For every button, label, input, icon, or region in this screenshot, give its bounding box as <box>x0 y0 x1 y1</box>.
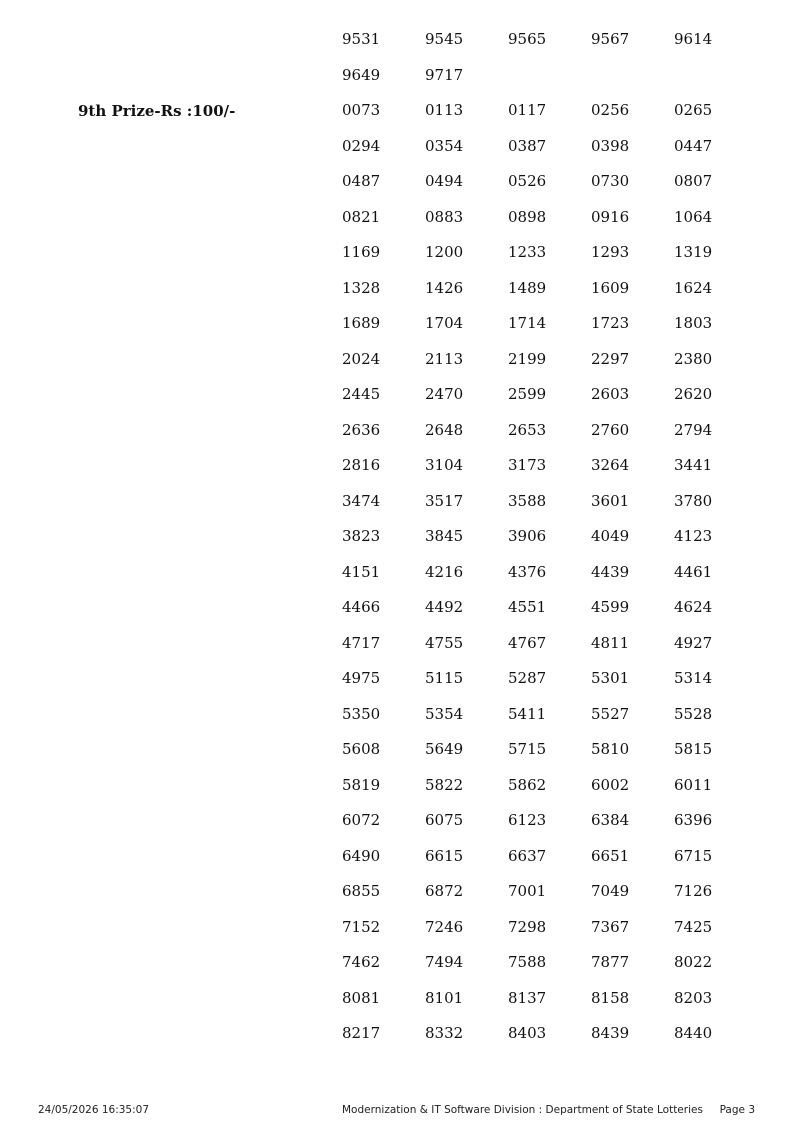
ticket-number: 6651 <box>591 846 630 865</box>
ticket-number: 3441 <box>674 456 713 474</box>
ticket-number: 0117 <box>508 101 547 119</box>
ticket-number: 0447 <box>674 136 713 155</box>
ticket-number: 9649 <box>342 65 381 84</box>
ticket-number: 7494 <box>425 953 464 971</box>
ticket-number: 1293 <box>591 243 630 261</box>
ticket-number: 1064 <box>674 207 713 226</box>
ticket-number: 0354 <box>425 136 464 155</box>
ticket-number: 6072 <box>342 811 381 829</box>
ticket-number: 8158 <box>591 988 630 1007</box>
ticket-number: 2794 <box>674 420 713 439</box>
ticket-number: 1723 <box>591 314 630 332</box>
ticket-number: 5819 <box>342 775 381 794</box>
ticket-number: 6002 <box>591 775 630 794</box>
ticket-number: 6872 <box>425 882 464 900</box>
ticket-number: 0265 <box>674 101 713 119</box>
ticket-number: 3517 <box>425 491 464 510</box>
ticket-number: 2445 <box>342 385 381 403</box>
ticket-number: 3845 <box>425 527 464 545</box>
ticket-number: 4811 <box>591 633 630 652</box>
ticket-number: 4551 <box>508 598 547 616</box>
ticket-number: 7367 <box>591 917 630 936</box>
ticket-number: 1803 <box>674 314 713 332</box>
ticket-number: 0730 <box>591 172 630 190</box>
ticket-number: 1426 <box>425 278 464 297</box>
ticket-number: 8217 <box>342 1024 381 1042</box>
ticket-number: 8332 <box>425 1024 464 1042</box>
prize-title: 9th Prize-Rs :100/- <box>78 102 236 120</box>
ticket-number: 8403 <box>508 1024 547 1042</box>
ticket-number: 8203 <box>674 988 713 1007</box>
ticket-number: 4461 <box>674 562 713 581</box>
ticket-number: 7298 <box>508 917 547 936</box>
ticket-number: 6615 <box>425 846 464 865</box>
ticket-number: 4492 <box>425 598 464 616</box>
ticket-number: 6490 <box>342 846 381 865</box>
ticket-number: 2620 <box>674 385 713 403</box>
ticket-number: 1169 <box>342 243 381 261</box>
ticket-number: 5411 <box>508 704 547 723</box>
ticket-number: 6637 <box>508 846 547 865</box>
ticket-number: 8022 <box>674 953 713 971</box>
ticket-number: 3906 <box>508 527 547 545</box>
ticket-number: 5810 <box>591 740 630 758</box>
ticket-number: 2760 <box>591 420 630 439</box>
footer-organization: Modernization & IT Software Division : Department of State Lotteries <box>342 1104 703 1116</box>
ticket-number: 1624 <box>674 278 713 297</box>
ticket-number: 7049 <box>591 882 630 900</box>
ticket-number: 0494 <box>425 172 464 190</box>
continued-number-list <box>342 22 762 93</box>
ticket-number: 2113 <box>425 349 464 368</box>
ticket-number: 4975 <box>342 669 381 687</box>
continued-number-grid <box>342 22 762 93</box>
ticket-number: 4927 <box>674 633 713 652</box>
ticket-number: 0807 <box>674 172 713 190</box>
ticket-number: 9565 <box>508 30 547 48</box>
ticket-number: 8081 <box>342 988 381 1007</box>
ticket-number: 7877 <box>591 953 630 971</box>
ticket-number: 3474 <box>342 491 381 510</box>
ticket-number: 5527 <box>591 704 630 723</box>
ticket-number: 0294 <box>342 136 381 155</box>
ticket-number: 7152 <box>342 917 381 936</box>
ticket-number: 9614 <box>674 30 713 48</box>
ticket-number: 6011 <box>674 775 713 794</box>
ticket-number: 5822 <box>425 775 464 794</box>
ticket-number: 0073 <box>342 101 381 119</box>
ticket-number: 9567 <box>591 30 630 48</box>
ticket-number: 1609 <box>591 278 630 297</box>
ticket-number: 3588 <box>508 491 547 510</box>
ticket-number: 5301 <box>591 669 630 687</box>
ticket-number: 1200 <box>425 243 464 261</box>
ticket-number: 1704 <box>425 314 464 332</box>
ticket-number: 0387 <box>508 136 547 155</box>
ticket-number: 4376 <box>508 562 547 581</box>
ticket-number: 2297 <box>591 349 630 368</box>
ticket-number: 7588 <box>508 953 547 971</box>
ticket-number: 4767 <box>508 633 547 652</box>
ticket-number: 6396 <box>674 811 713 829</box>
ticket-number: 6123 <box>508 811 547 829</box>
ticket-number: 3104 <box>425 456 464 474</box>
ticket-number: 2470 <box>425 385 464 403</box>
ticket-number: 7425 <box>674 917 713 936</box>
ticket-number: 3601 <box>591 491 630 510</box>
ticket-number: 5608 <box>342 740 381 758</box>
ticket-number: 5649 <box>425 740 464 758</box>
ticket-number: 4151 <box>342 562 381 581</box>
ticket-number: 7246 <box>425 917 464 936</box>
ticket-number: 2380 <box>674 349 713 368</box>
ticket-number: 5862 <box>508 775 547 794</box>
ticket-number: 0883 <box>425 207 464 226</box>
ticket-number: 1319 <box>674 243 713 261</box>
ticket-number: 4216 <box>425 562 464 581</box>
ticket-number: 4439 <box>591 562 630 581</box>
ticket-number: 9545 <box>425 30 464 48</box>
ticket-number: 2653 <box>508 420 547 439</box>
ticket-number: 7001 <box>508 882 547 900</box>
ticket-number: 7462 <box>342 953 381 971</box>
ticket-number: 0487 <box>342 172 381 190</box>
footer-page-number: Page 3 <box>719 1104 755 1116</box>
ticket-number: 2024 <box>342 349 381 368</box>
ticket-number: 9531 <box>342 30 381 48</box>
ticket-number: 5115 <box>425 669 464 687</box>
ticket-number: 0113 <box>425 101 464 119</box>
ticket-number: 2603 <box>591 385 630 403</box>
ticket-number: 5314 <box>674 669 713 687</box>
ticket-number: 5815 <box>674 740 713 758</box>
ticket-number: 6715 <box>674 846 713 865</box>
ticket-number: 6855 <box>342 882 381 900</box>
ticket-number: 0898 <box>508 207 547 226</box>
ticket-number: 5287 <box>508 669 547 687</box>
ticket-number: 0916 <box>591 207 630 226</box>
ticket-number: 0256 <box>591 101 630 119</box>
ticket-number: 0526 <box>508 172 547 190</box>
ticket-number: 4466 <box>342 598 381 616</box>
page-footer <box>0 1104 800 1124</box>
ticket-number: 1328 <box>342 278 381 297</box>
ticket-number: 4123 <box>674 527 713 545</box>
ticket-number: 5528 <box>674 704 713 723</box>
ticket-number: 3173 <box>508 456 547 474</box>
prize-number-grid <box>342 93 762 1052</box>
ticket-number: 8101 <box>425 988 464 1007</box>
footer-timestamp: 24/05/2026 16:35:07 <box>38 1104 150 1116</box>
ticket-number: 2636 <box>342 420 381 439</box>
ticket-number: 2648 <box>425 420 464 439</box>
ticket-number: 1233 <box>508 243 547 261</box>
ticket-number: 4049 <box>591 527 630 545</box>
ticket-number: 4624 <box>674 598 713 616</box>
ticket-number: 8137 <box>508 988 547 1007</box>
ticket-number: 4599 <box>591 598 630 616</box>
ticket-number: 5715 <box>508 740 547 758</box>
ticket-number: 6384 <box>591 811 630 829</box>
ticket-number: 6075 <box>425 811 464 829</box>
ticket-number: 2199 <box>508 349 547 368</box>
ticket-number: 3823 <box>342 527 381 545</box>
ticket-number: 7126 <box>674 882 713 900</box>
ticket-number: 9717 <box>425 65 464 84</box>
ticket-number: 2816 <box>342 456 381 474</box>
ticket-number: 4717 <box>342 633 381 652</box>
ticket-number: 5354 <box>425 704 464 723</box>
ticket-number: 3780 <box>674 491 713 510</box>
ticket-number: 0398 <box>591 136 630 155</box>
ticket-number: 4755 <box>425 633 464 652</box>
ticket-number: 8439 <box>591 1024 630 1042</box>
ticket-number: 2599 <box>508 385 547 403</box>
ticket-number: 1714 <box>508 314 547 332</box>
ticket-number: 5350 <box>342 704 381 723</box>
ticket-number: 1489 <box>508 278 547 297</box>
ticket-number: 3264 <box>591 456 630 474</box>
ticket-number: 0821 <box>342 207 381 226</box>
ticket-number: 1689 <box>342 314 381 332</box>
ticket-number: 8440 <box>674 1024 713 1042</box>
